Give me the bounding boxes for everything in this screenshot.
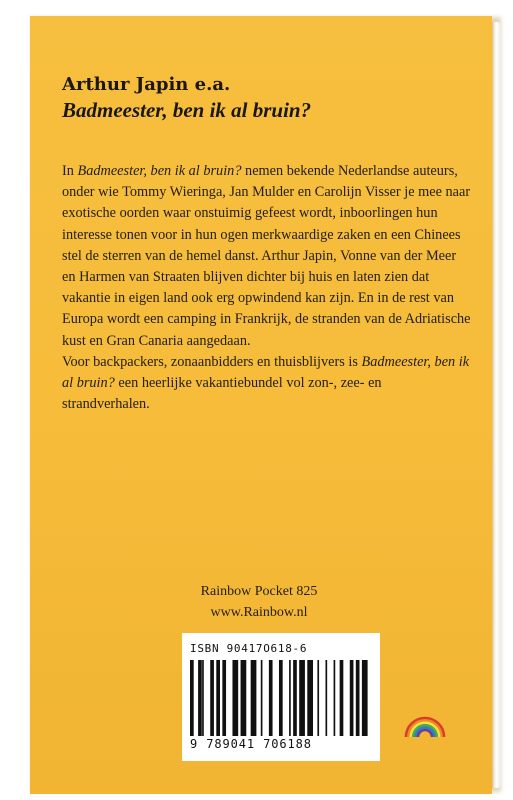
blurb-title-italic: Badmeester, ben ik al bruin? xyxy=(77,163,242,179)
isbn-text: ISBN 90417O618-6 xyxy=(190,642,308,655)
barcode-bar xyxy=(317,660,319,736)
barcode-bar xyxy=(190,660,194,736)
barcode-bar xyxy=(289,660,291,736)
book-title: Badmeester, ben ik al bruin? xyxy=(62,98,312,122)
author-name: Arthur Japin e.a. xyxy=(62,74,231,95)
barcode-bar xyxy=(350,660,354,736)
blurb-text: een heerlijke vakantiebundel vol zon-, zee- en strandverhalen. xyxy=(62,375,382,413)
blurb xyxy=(62,161,472,415)
barcode-bar xyxy=(261,660,263,736)
barcode-bar xyxy=(269,660,273,736)
barcode-bar xyxy=(299,660,305,736)
imprint xyxy=(159,581,359,623)
publisher-website: www.Rainbow.nl xyxy=(210,605,308,620)
ean-number: 9 789041 706188 xyxy=(190,737,312,751)
barcode-bar xyxy=(232,660,238,736)
blurb-title-italic: Badmeester, ben ik al bruin? xyxy=(62,353,470,392)
book-page-edge xyxy=(491,22,501,788)
barcode-bar xyxy=(279,660,283,736)
barcode-label xyxy=(182,633,380,761)
barcode-icon xyxy=(190,660,372,736)
rainbow-arc xyxy=(418,730,432,737)
blurb-text: Voor backpackers, zonaanbidders en thuisblijvers is xyxy=(62,353,362,370)
barcode-bar xyxy=(251,660,257,736)
barcode-bar xyxy=(222,660,226,736)
barcode-bar xyxy=(340,660,344,736)
barcode-bar xyxy=(216,660,220,736)
blurb-paragraph xyxy=(62,161,472,352)
barcode-bar xyxy=(325,660,327,736)
barcode-bar xyxy=(362,660,368,736)
blurb-text: In xyxy=(62,163,78,179)
barcode-bar xyxy=(241,660,247,736)
series-label: Rainbow Pocket 825 xyxy=(200,584,318,599)
barcode-bar xyxy=(293,660,297,736)
rainbow-logo xyxy=(404,706,446,740)
blurb-paragraph xyxy=(62,352,472,416)
blurb-text: nemen bekende Nederlandse auteurs, onder wie Tommy Wieringa, Jan Mulder en Carolijn Visser je mee naar exotische oorden waar onstuimig gefeest wordt, inboorlingen hun interesse tonen voor in hun ogen merkwaardige zaken en een Chinees stel de sterren van de hemel danst. Arthur Japin, Vonne van der Meer en Harmen van Straaten blijven dichter bij huis en laten zien dat vakantie in eigen land ook erg opwindend kan zijn. En in de rest van Europa wordt een camping in Frankrijk, de stranden van de Adriatische kust en Gran Canaria aangedaan. xyxy=(62,163,471,349)
barcode-bar xyxy=(307,660,313,736)
barcode-bar xyxy=(356,660,360,736)
barcode-bar xyxy=(334,660,336,736)
back-cover xyxy=(30,16,492,794)
barcode-bar xyxy=(198,660,202,736)
barcode-bar xyxy=(202,660,204,736)
barcode-bar xyxy=(210,660,214,736)
